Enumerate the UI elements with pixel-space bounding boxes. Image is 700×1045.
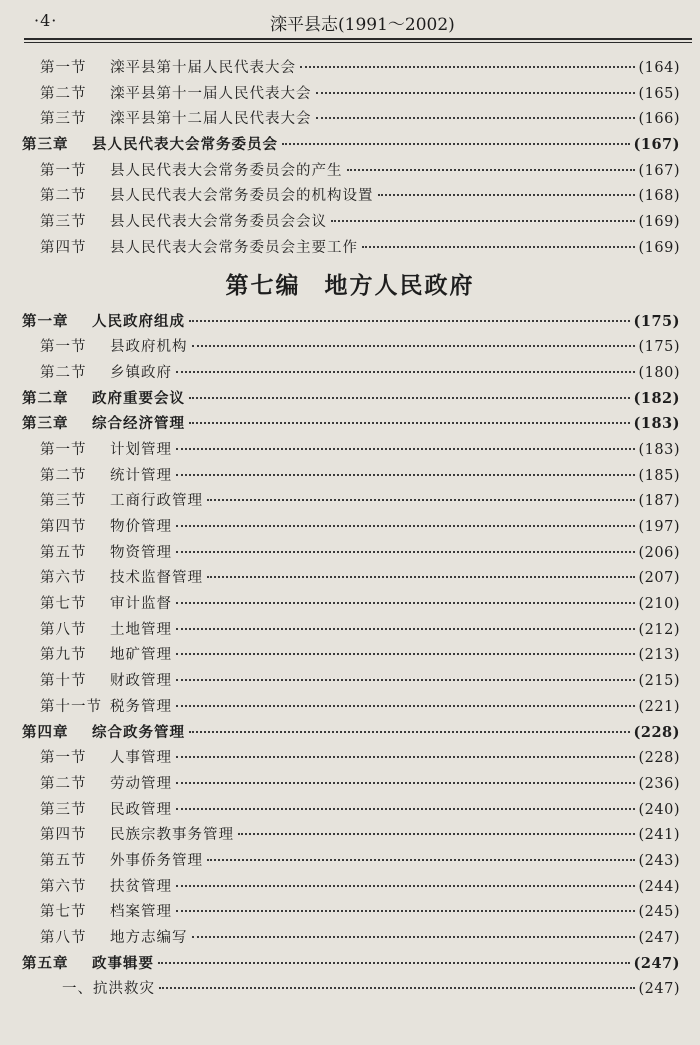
toc-entry-section[interactable] bbox=[0, 361, 700, 387]
toc-entry-title: 县人民代表大会常务委员会的机构设置 bbox=[110, 188, 374, 205]
toc-entry-title: 滦平县第十届人民代表大会 bbox=[110, 60, 296, 76]
dot-leader bbox=[176, 551, 635, 553]
page-header bbox=[0, 0, 700, 40]
toc-entry-title: 县人民代表大会常务委员会 bbox=[92, 136, 278, 154]
part-number: 第七编 bbox=[225, 271, 301, 299]
toc-entry-label bbox=[40, 669, 172, 690]
dot-leader bbox=[176, 910, 635, 912]
toc-entry-label bbox=[22, 310, 185, 331]
toc-entry-page: (180) bbox=[638, 364, 680, 381]
toc-entry-number: 第二章 bbox=[22, 389, 69, 407]
dot-leader bbox=[176, 679, 635, 681]
toc-entry-title: 工商行政管理 bbox=[110, 493, 203, 510]
toc-entry-title: 计划管理 bbox=[110, 441, 172, 458]
dot-leader bbox=[207, 859, 635, 861]
toc-entry-number: 第七节 bbox=[40, 904, 87, 921]
toc-entry-title: 乡镇政府 bbox=[110, 364, 172, 381]
toc-entry-number: 第三章 bbox=[22, 136, 69, 154]
toc-entry-page: (183) bbox=[638, 441, 680, 458]
toc-entry-section[interactable] bbox=[0, 489, 700, 515]
toc-entry-section[interactable] bbox=[0, 107, 700, 133]
dot-leader bbox=[362, 246, 635, 248]
toc-entry-section[interactable] bbox=[0, 875, 700, 901]
toc-entry-title: 县政府机构 bbox=[110, 339, 188, 356]
toc-entry-number: 第十节 bbox=[40, 673, 87, 690]
toc-entry-page: (221) bbox=[638, 698, 680, 715]
toc-entry-page: (247) bbox=[638, 981, 680, 998]
dot-leader bbox=[378, 194, 635, 196]
toc-entry-title: 外事侨务管理 bbox=[110, 852, 203, 869]
toc-entry-title: 政事辑要 bbox=[92, 954, 154, 972]
toc-entry-number: 第二节 bbox=[40, 188, 87, 205]
toc-entry-page: (207) bbox=[638, 570, 680, 587]
toc-entry-number: 第四节 bbox=[40, 239, 87, 256]
dot-leader bbox=[176, 525, 635, 527]
toc-entry-page: (169) bbox=[638, 214, 680, 231]
toc-entry-number: 第一章 bbox=[22, 312, 69, 330]
dot-leader bbox=[192, 936, 635, 938]
header-rule-thick bbox=[24, 38, 692, 40]
toc-entry-page: (167) bbox=[638, 162, 680, 179]
toc-entry-label bbox=[40, 361, 172, 382]
dot-leader bbox=[158, 962, 630, 964]
table-of-contents bbox=[0, 56, 700, 1003]
toc-entry-label bbox=[22, 952, 154, 973]
toc-entry-section[interactable] bbox=[0, 592, 700, 618]
toc-entry-number: 第一节 bbox=[40, 162, 87, 179]
toc-entry-title: 档案管理 bbox=[110, 904, 172, 921]
toc-entry-chapter[interactable] bbox=[0, 387, 700, 413]
toc-entry-number: 第一节 bbox=[40, 60, 87, 76]
toc-entry-label bbox=[40, 798, 172, 819]
toc-entry-page: (197) bbox=[638, 519, 680, 535]
toc-entry-page: (240) bbox=[638, 801, 680, 818]
toc-entry-page: (247) bbox=[638, 930, 680, 946]
toc-entry-label bbox=[40, 746, 172, 767]
toc-entry-page: (245) bbox=[638, 904, 680, 921]
toc-entry-title: 税务管理 bbox=[110, 698, 172, 715]
toc-entry-page: (210) bbox=[638, 596, 680, 613]
dot-leader bbox=[176, 705, 635, 707]
toc-entry-page: (182) bbox=[633, 389, 680, 407]
toc-entry-label bbox=[40, 772, 172, 793]
toc-entry-label bbox=[40, 56, 296, 77]
toc-entry-label bbox=[22, 412, 185, 433]
dot-leader bbox=[189, 731, 630, 733]
toc-entry-title: 滦平县第十一届人民代表大会 bbox=[110, 85, 312, 102]
dot-leader bbox=[176, 371, 635, 373]
header-rule-thin bbox=[24, 42, 692, 43]
dot-leader bbox=[331, 220, 635, 222]
toc-entry-section[interactable] bbox=[0, 159, 700, 185]
toc-entry-label bbox=[22, 387, 185, 408]
toc-entry-item[interactable] bbox=[0, 977, 700, 1003]
toc-entry-title: 财政管理 bbox=[110, 673, 172, 690]
toc-entry-number: 第四节 bbox=[40, 519, 87, 535]
toc-entry-title: 县人民代表大会常务委员会主要工作 bbox=[110, 239, 358, 256]
toc-entry-title: 地矿管理 bbox=[110, 647, 172, 664]
toc-entry-label bbox=[40, 236, 358, 257]
toc-entry-page: (187) bbox=[638, 493, 680, 510]
toc-entry-label bbox=[40, 210, 327, 231]
dot-leader bbox=[176, 448, 635, 450]
toc-entry-number: 第三节 bbox=[40, 214, 87, 231]
toc-entry-section[interactable] bbox=[0, 849, 700, 875]
toc-entry-section[interactable] bbox=[0, 56, 700, 82]
toc-entry-page: (215) bbox=[638, 673, 680, 690]
toc-entry-title: 审计监督 bbox=[110, 596, 172, 613]
toc-entry-title: 一、抗洪救灾 bbox=[62, 981, 155, 998]
toc-entry-chapter[interactable] bbox=[0, 952, 700, 978]
toc-entry-page: (183) bbox=[633, 415, 680, 433]
toc-entry-page: (241) bbox=[638, 827, 680, 844]
toc-entry-title: 统计管理 bbox=[110, 467, 172, 484]
toc-entry-number: 第十一节 bbox=[40, 698, 102, 715]
toc-entry-label bbox=[40, 541, 172, 562]
toc-entry-number: 第五节 bbox=[40, 852, 87, 869]
toc-entry-label bbox=[40, 82, 312, 103]
toc-entry-label bbox=[40, 900, 172, 921]
toc-entry-number: 第二节 bbox=[40, 85, 87, 102]
toc-entry-page: (166) bbox=[638, 111, 680, 128]
toc-entry-number: 第三节 bbox=[40, 801, 87, 818]
toc-entry-page: (243) bbox=[638, 852, 680, 869]
dot-leader bbox=[176, 474, 635, 476]
toc-entry-chapter[interactable] bbox=[0, 721, 700, 747]
toc-entry-label bbox=[40, 875, 172, 896]
toc-entry-page: (185) bbox=[638, 467, 680, 484]
toc-entry-page: (167) bbox=[633, 136, 680, 154]
toc-entry-label bbox=[22, 133, 278, 154]
toc-entry-title: 人民政府组成 bbox=[92, 312, 185, 330]
dot-leader bbox=[176, 653, 635, 655]
toc-entry-number: 第三节 bbox=[40, 111, 87, 128]
dot-leader bbox=[316, 117, 635, 119]
dot-leader bbox=[176, 782, 635, 784]
toc-entry-section[interactable] bbox=[0, 335, 700, 361]
toc-entry-title: 县人民代表大会常务委员会会议 bbox=[110, 214, 327, 231]
toc-entry-label bbox=[40, 695, 172, 716]
dot-leader bbox=[176, 756, 635, 758]
toc-entry-number: 第二节 bbox=[40, 364, 87, 381]
toc-entry-chapter[interactable] bbox=[0, 310, 700, 336]
toc-entry-label bbox=[40, 643, 172, 664]
toc-entry-number: 第五节 bbox=[40, 544, 87, 561]
toc-entry-label bbox=[22, 721, 185, 742]
part-heading bbox=[0, 262, 700, 310]
running-title: 滦平县志(1991～2002) bbox=[270, 15, 455, 35]
toc-entry-label bbox=[40, 849, 203, 870]
dot-leader bbox=[238, 833, 635, 835]
toc-entry-section[interactable] bbox=[0, 695, 700, 721]
toc-entry-chapter[interactable] bbox=[0, 133, 700, 159]
dot-leader bbox=[347, 169, 635, 171]
dot-leader bbox=[316, 92, 635, 94]
toc-entry-label bbox=[40, 515, 172, 536]
toc-entry-title: 物资管理 bbox=[110, 544, 172, 561]
toc-entry-section[interactable] bbox=[0, 184, 700, 210]
toc-entry-label bbox=[40, 618, 172, 639]
part-title: 地方人民政府 bbox=[324, 271, 475, 299]
toc-entry-page: (165) bbox=[638, 85, 680, 102]
toc-entry-section[interactable] bbox=[0, 643, 700, 669]
dot-leader bbox=[189, 422, 630, 424]
toc-entry-page: (213) bbox=[638, 647, 680, 664]
toc-entry-page: (236) bbox=[638, 775, 680, 792]
toc-entry-section[interactable] bbox=[0, 541, 700, 567]
toc-entry-number: 第六节 bbox=[40, 570, 87, 587]
toc-entry-chapter[interactable] bbox=[0, 412, 700, 438]
toc-entry-label bbox=[40, 184, 374, 205]
toc-entry-section[interactable] bbox=[0, 618, 700, 644]
toc-entry-number: 第三章 bbox=[22, 415, 69, 433]
toc-entry-number: 第六节 bbox=[40, 878, 87, 895]
toc-entry-section[interactable] bbox=[0, 746, 700, 772]
toc-entry-section[interactable] bbox=[0, 798, 700, 824]
page-number: ·4· bbox=[34, 11, 58, 30]
toc-entry-label bbox=[40, 107, 312, 128]
toc-entry-number: 第二节 bbox=[40, 775, 87, 792]
toc-entry-number: 第一节 bbox=[40, 441, 87, 458]
toc-entry-section[interactable] bbox=[0, 900, 700, 926]
toc-entry-section[interactable] bbox=[0, 236, 700, 262]
toc-entry-page: (247) bbox=[633, 954, 680, 972]
toc-entry-section[interactable] bbox=[0, 566, 700, 592]
dot-leader bbox=[159, 987, 635, 989]
dot-leader bbox=[176, 602, 635, 604]
toc-entry-number: 第四章 bbox=[22, 723, 69, 741]
dot-leader bbox=[207, 499, 635, 501]
toc-entry-page: (168) bbox=[638, 188, 680, 205]
toc-entry-section[interactable] bbox=[0, 823, 700, 849]
dot-leader bbox=[176, 808, 635, 810]
toc-entry-number: 第八节 bbox=[40, 621, 87, 638]
toc-entry-title: 劳动管理 bbox=[110, 775, 172, 792]
toc-entry-page: (164) bbox=[638, 60, 680, 76]
toc-entry-number: 第五章 bbox=[22, 954, 69, 972]
toc-entry-title: 政府重要会议 bbox=[92, 389, 185, 407]
toc-entry-number: 第四节 bbox=[40, 827, 87, 844]
toc-entry-label bbox=[40, 823, 234, 844]
toc-entry-title: 县人民代表大会常务委员会的产生 bbox=[110, 162, 343, 179]
toc-entry-label bbox=[40, 592, 172, 613]
toc-entry-title: 滦平县第十二届人民代表大会 bbox=[110, 111, 312, 128]
toc-entry-title: 技术监督管理 bbox=[110, 570, 203, 587]
toc-entry-title: 扶贫管理 bbox=[110, 878, 172, 895]
toc-entry-title: 综合政务管理 bbox=[92, 723, 185, 741]
toc-entry-label bbox=[62, 977, 155, 998]
toc-entry-page: (212) bbox=[638, 621, 680, 638]
toc-entry-title: 民政管理 bbox=[110, 801, 172, 818]
toc-entry-label bbox=[40, 489, 203, 510]
toc-entry-section[interactable] bbox=[0, 82, 700, 108]
toc-entry-page: (228) bbox=[633, 723, 680, 741]
toc-entry-number: 第八节 bbox=[40, 930, 87, 946]
dot-leader bbox=[282, 143, 630, 145]
dot-leader bbox=[189, 320, 630, 322]
toc-entry-title: 物价管理 bbox=[110, 519, 172, 535]
toc-entry-section[interactable] bbox=[0, 515, 700, 541]
toc-entry-number: 第九节 bbox=[40, 647, 87, 664]
toc-entry-section[interactable] bbox=[0, 926, 700, 952]
toc-entry-section[interactable] bbox=[0, 772, 700, 798]
toc-entry-label bbox=[40, 926, 188, 947]
toc-entry-label bbox=[40, 438, 172, 459]
toc-entry-title: 人事管理 bbox=[110, 750, 172, 767]
toc-entry-page: (206) bbox=[638, 544, 680, 561]
toc-entry-label bbox=[40, 335, 188, 356]
toc-entry-label bbox=[40, 464, 172, 485]
toc-entry-title: 民族宗教事务管理 bbox=[110, 827, 234, 844]
toc-entry-number: 第一节 bbox=[40, 750, 87, 767]
toc-entry-number: 第一节 bbox=[40, 339, 87, 356]
toc-entry-label bbox=[40, 159, 343, 180]
dot-leader bbox=[192, 345, 635, 347]
toc-entry-title: 土地管理 bbox=[110, 621, 172, 638]
toc-entry-page: (244) bbox=[638, 878, 680, 895]
toc-entry-section[interactable] bbox=[0, 669, 700, 695]
dot-leader bbox=[189, 397, 630, 399]
dot-leader bbox=[176, 628, 635, 630]
toc-entry-section[interactable] bbox=[0, 438, 700, 464]
dot-leader bbox=[300, 66, 635, 68]
toc-entry-title: 地方志编写 bbox=[110, 930, 188, 946]
toc-entry-number: 第七节 bbox=[40, 596, 87, 613]
toc-entry-page: (228) bbox=[638, 750, 680, 767]
toc-entry-number: 第二节 bbox=[40, 467, 87, 484]
toc-entry-section[interactable] bbox=[0, 464, 700, 490]
dot-leader bbox=[176, 885, 635, 887]
dot-leader bbox=[207, 576, 635, 578]
toc-entry-title: 综合经济管理 bbox=[92, 415, 185, 433]
toc-entry-label bbox=[40, 566, 203, 587]
toc-entry-page: (175) bbox=[638, 339, 680, 356]
toc-entry-page: (175) bbox=[633, 312, 680, 330]
toc-entry-page: (169) bbox=[638, 239, 680, 256]
toc-entry-number: 第三节 bbox=[40, 493, 87, 510]
toc-entry-section[interactable] bbox=[0, 210, 700, 236]
